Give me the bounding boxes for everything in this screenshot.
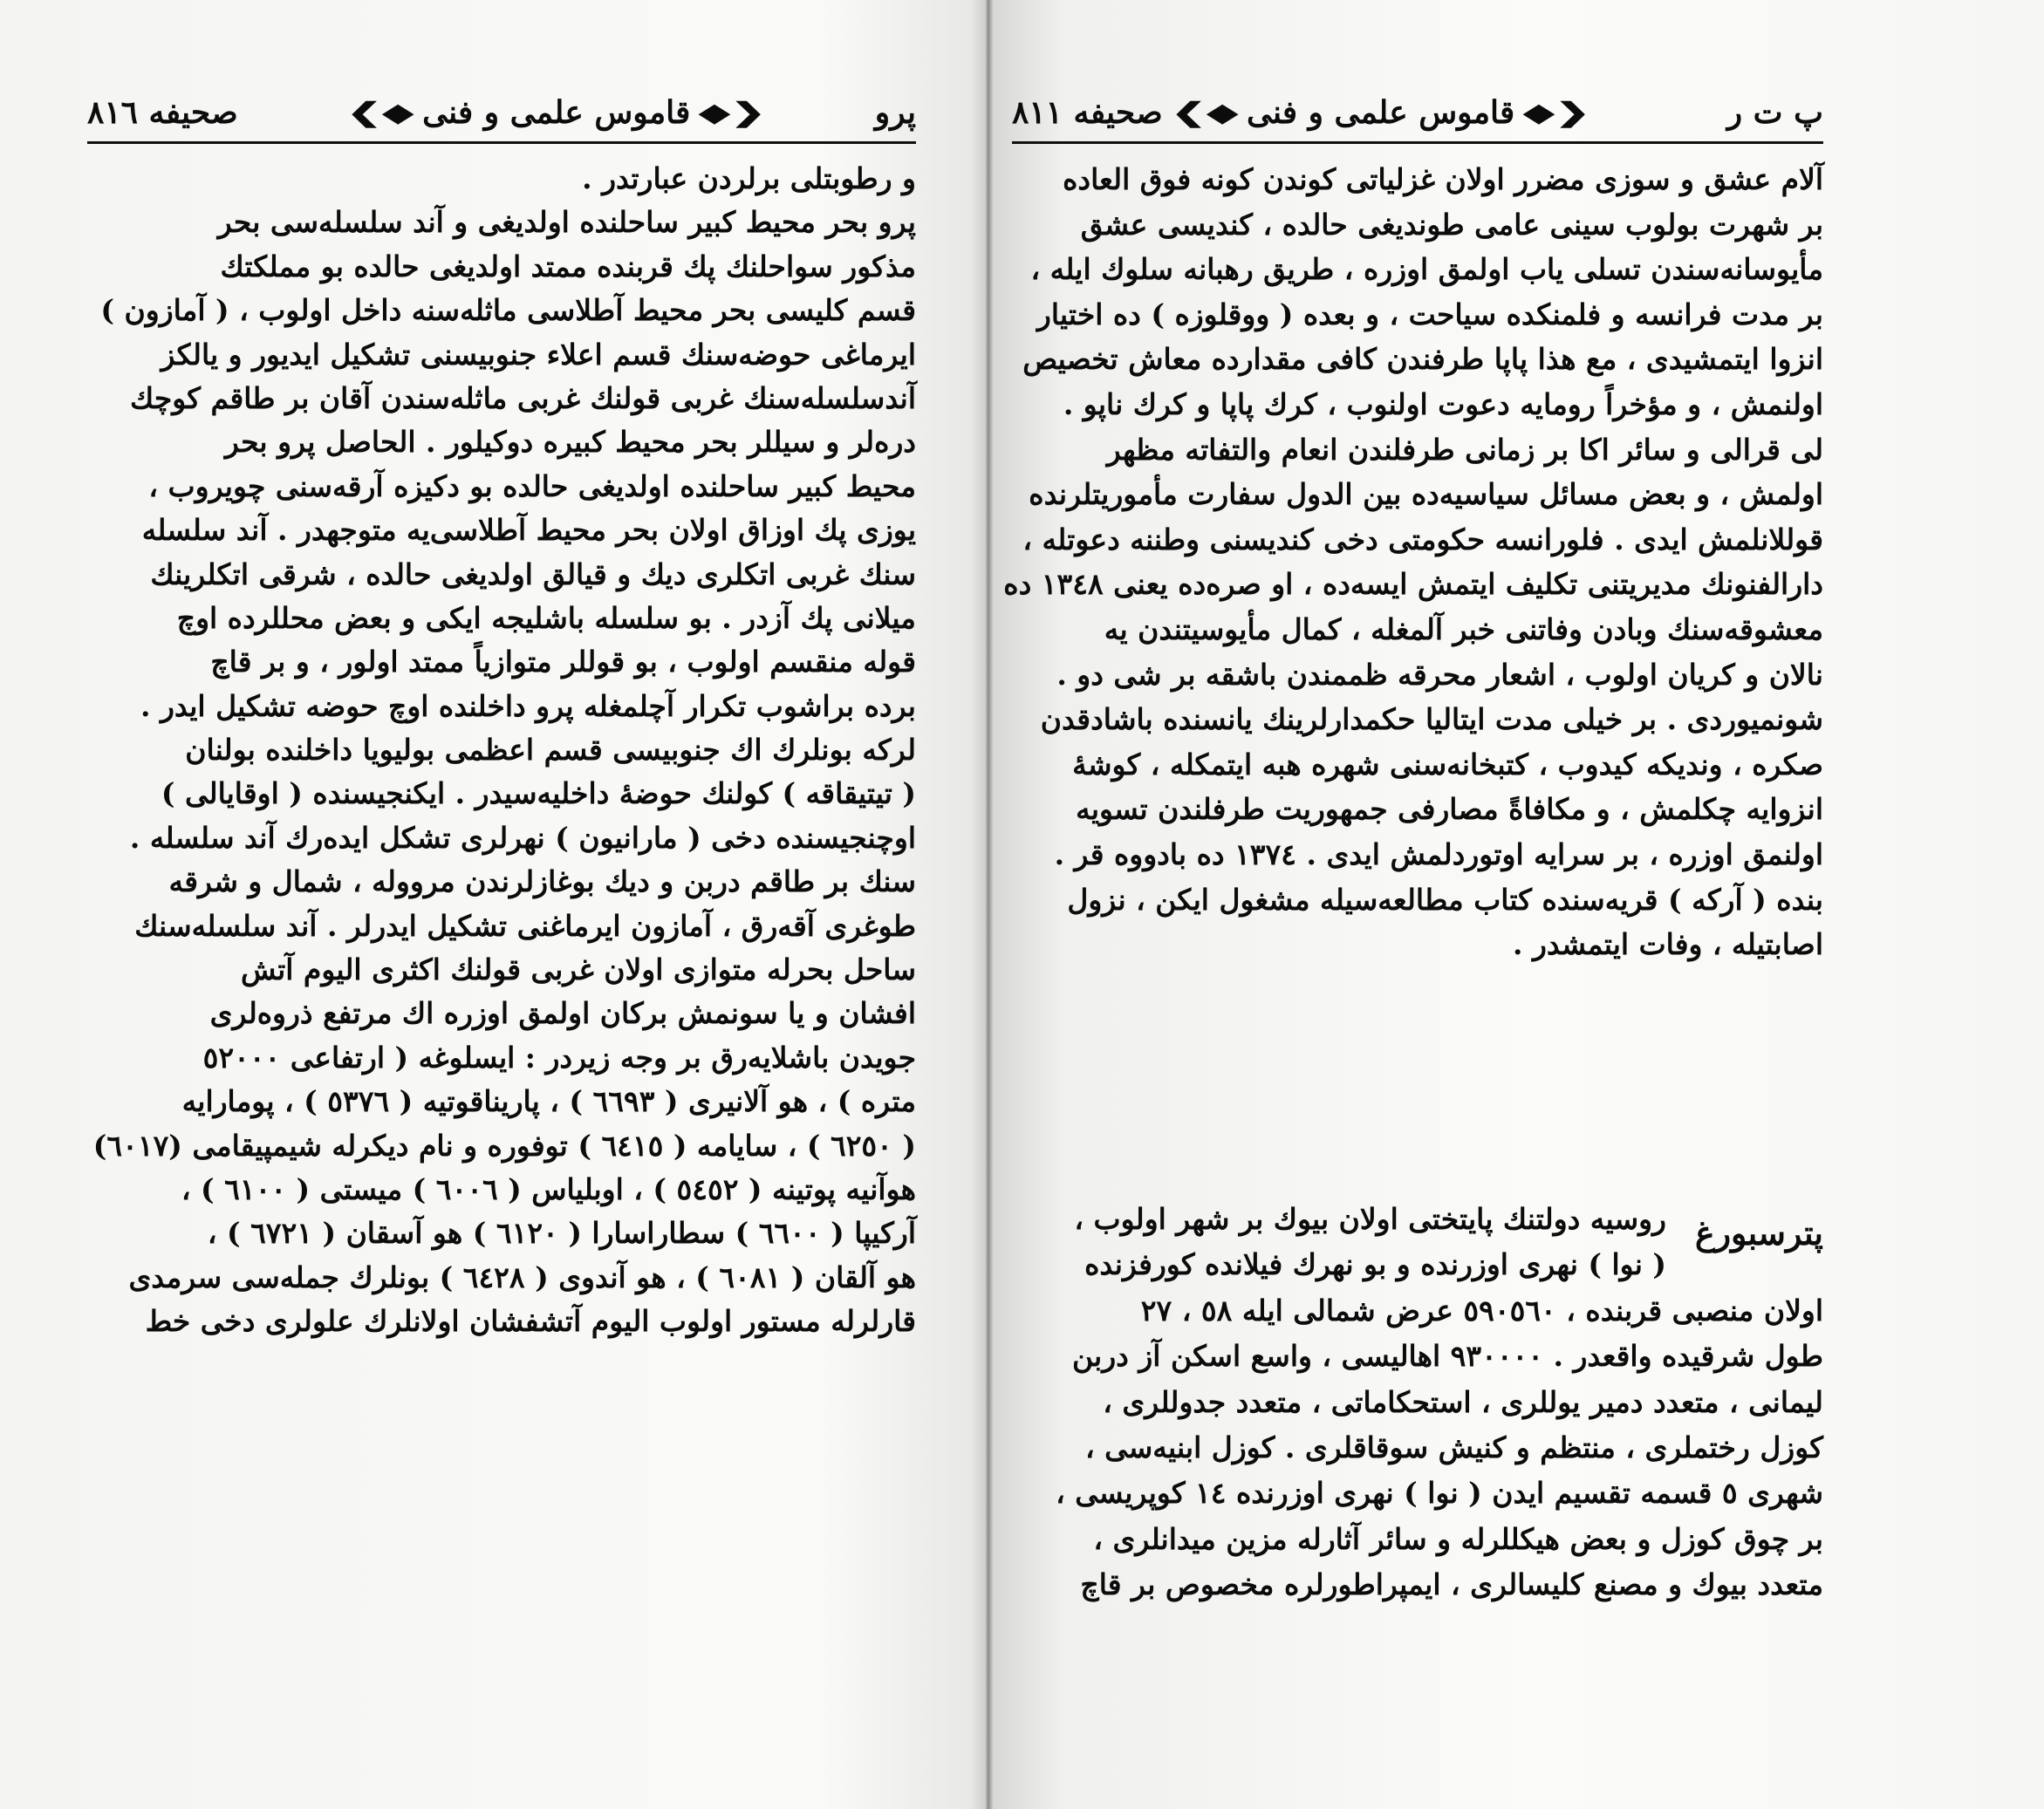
right-page-body: [1003, 157, 1823, 967]
entry-line: روسیه دولتنك پایتختی اولان بیوك بر شهر اولوب ،: [1074, 1202, 1666, 1236]
text-line: افشان و یا سونمش بركان اولمق اوزره اك مرتفع ذروەلری: [209, 996, 916, 1031]
text-line: هوآنیه پوتینه ( ٥٤٥٢ ) ، اوبلیاس ( ٦٠٠٦ ) میستی ( ٦١٠٠ ) ،: [181, 1171, 916, 1206]
text-line: بر شهرت بولوب سینی عامی طوندیغی حالده ، کندیسی عشق: [1080, 207, 1823, 242]
text-line: ایرماغی حوضه‌سنك قسم اعلاء جنوبیسنی تشکیل ایدیور و یالکز: [161, 337, 916, 372]
left-header-title-group: [346, 94, 767, 131]
entry-line: اولان منصبی قربنده ، ٥٩٠٥٦٠ عرض شمالی ایله ٥٨ ، ٢٧: [1140, 1293, 1823, 1328]
text-line: قوله منقسم اولوب ، بو قوللر متوازیاً ممتد اولور ، و بر قاچ: [210, 645, 916, 679]
text-line: یوزی پك اوزاق اولان بحر محیط آطلاسی‌یه متوجهدر . آند سلسله: [141, 513, 916, 548]
text-line: ( ٦٢٥٠ ) ، سایامه ( ٦٤١٥ ) توفوره و نام دیکرله شیمپیقامی (٦٠١٧): [92, 1128, 916, 1163]
left-header-page-label: صحیفه ٨١٦: [87, 94, 238, 131]
text-line: طوغری آقەرق ، آمازون ایرماغنی تشکیل ایدرلر . آند سلسله‌سنك: [134, 908, 916, 943]
entry-headword: پترسبورغ: [1695, 1213, 1823, 1253]
text-line: میلانی پك آزدر . بو سلسله باشلیجه ایکی و بعض محللرده اوچ: [176, 600, 916, 635]
text-line: آندسلسله‌سنك غربی قولنك غربی ماثله‌سندن آقان بر طاقم کوچك: [130, 380, 916, 415]
text-line: مذکور سواحلنك پك قربنده ممتد اولدیغی حالده بو مملکتك: [220, 249, 916, 283]
left-page-header: [87, 85, 916, 140]
text-line: بر مدت فرانسه و فلمنکده سیاحت ، و بعده ( ووقلوزه ) ده اختیار: [1036, 297, 1823, 331]
text-line: بنده ( آرکه ) قریه‌سنده کتاب مطالعه‌سیله مشغول ایکن ، نزول: [1067, 882, 1823, 917]
right-page-header: [1012, 85, 1823, 140]
left-page: [87, 0, 916, 1809]
left-header-title: قاموس علمی و فنی: [422, 94, 691, 131]
entry-line: لیمانی ، متعدد دمیر یوللری ، استحکاماتی ، متعدد جدوللری ،: [1103, 1384, 1823, 1419]
left-header-rule: [87, 141, 916, 144]
text-line: قارلرله مستور اولوب الیوم آتشفشان اولانلرك علولری دخی خط: [145, 1304, 916, 1339]
entry-line: شهری ٥ قسمه تقسیم ایدن ( نوا ) نهری اوزرنده ١٤ کوپریسی ،: [1056, 1476, 1823, 1511]
text-line: قوللانلمش ایدی . فلورانسه حکومتی دخی کندیسنی وطننه دعوتله ،: [1022, 522, 1823, 556]
text-line: لرکه بونلرك اك جنوبیسی قسم اعظمی بولیویا داخلنده بولنان: [185, 733, 916, 768]
text-line: لی قرالی و سائر اکا بر زمانی طرفلندن انعام والتفاته مظهر: [1106, 432, 1823, 467]
left-page-body: [87, 157, 916, 1344]
text-line: مأیوسانه‌سندن تسلی یاب اولمق اوزره ، طریق رهبانه سلوك ایله ،: [1030, 252, 1823, 287]
right-header-page-label: صحیفه ٨١١: [1012, 94, 1163, 131]
right-header-rule: [1012, 141, 1823, 144]
right-ornament-right-icon: ❮◆: [1522, 97, 1590, 128]
entry-line: ( نوا ) نهری اوزرنده و بو نهرك فیلانده کورفزنده: [1084, 1247, 1666, 1282]
text-line: و رطوبتلی برلردن عبارتدر .: [582, 161, 916, 195]
text-line: پرو بحر محیط کبیر ساحلنده اولدیغی و آند سلسله‌سی بحر: [217, 205, 916, 240]
text-line: شونمیوردی . بر خیلی مدت ایتالیا حکمدارلرینك یانسنده باشادقدن: [1040, 702, 1823, 737]
text-line: آرکیپا ( ٦٦٠٠ ) سطاراسارا ( ٦١٢٠ ) هو آسقان ( ٦٧٢١ ) ،: [207, 1216, 916, 1251]
entry-line: بر چوق کوزل و بعض هیکللرله و سائر آثارله مزین میدانلری ،: [1093, 1521, 1823, 1556]
left-header-keyword: پرو: [874, 94, 916, 131]
text-line: ( تیتیقاقه ) کولنك حوضهٔ داخلیه‌سیدر . ایکنجیسنده ( اوقایالی ): [161, 776, 916, 811]
text-line: هو آلقان ( ٦٠٨١ ) ، هو آندوی ( ٦٤٢٨ ) بونلرك جمله‌سی سرمدی: [128, 1259, 916, 1294]
text-line: اولنمق اوزره ، بر سرایه اوتوردلمش ایدی . ١٣٧٤ ده بادووه قر .: [1054, 836, 1823, 871]
text-line: دارالفنونك مدیریتنی تکلیف ایتمش ایسەده ، او صرەده یعنی ١٣٤٨ ده: [1003, 567, 1823, 602]
text-line: برده براشوب تکرار آچلمغله پرو داخلنده اوچ حوضه تشکیل ایدر .: [140, 688, 916, 723]
text-line: انزوا ایتمشیدی ، مع هذا پاپا طرفندن کافی مقدارده معاش تخصیص: [1022, 342, 1823, 377]
text-line: سنك بر طاقم دربن و دیك بوغازلرندن مروولە ، شمال و شرقه: [168, 864, 916, 899]
text-line: سنك غربی اتکلری دیك و قیالق اولدیغی حالده ، شرقی اتکلرینك: [150, 556, 916, 591]
entry-line: کوزل رختملری ، منتظم و کنیش سوقاقلری . کوزل ابنیه‌سی ،: [1085, 1430, 1823, 1464]
left-ornament-left-icon: ◆❯: [346, 97, 414, 128]
left-ornament-right-icon: ❮◆: [698, 97, 767, 128]
text-line: نالان و کریان اولوب ، اشعار محرقه ظممندن باشقه بر شی دو .: [1056, 657, 1823, 692]
text-line: متره ) ، هو آلانیری ( ٦٦٩٣ ) ، پاریناقوتیه ( ٥٣٧٦ ) ، پومارایه: [181, 1084, 916, 1119]
entry-body: [1012, 1197, 1823, 1608]
text-line: صکره ، وندیکه کیدوب ، کتبخانه‌سنی شهره هبه ایتمکله ، کوشهٔ: [1072, 747, 1823, 782]
right-ornament-left-icon: ◆❯: [1171, 97, 1239, 128]
right-page: [1003, 0, 1823, 1809]
text-line: درەلر و سیللر بحر محیط کبیره دوکیلور . الحاصل پرو بحر: [224, 425, 916, 460]
text-line: جویدن باشلایەرق بر وجه زیردر : ایسلوغه ( ارتفاعی ٥٢٠٠٠: [202, 1040, 916, 1075]
entry-line: متعدد بیوك و مصنع کلیسالری ، ایمپراطورلره مخصوص بر قاچ: [1080, 1567, 1823, 1602]
text-line: اصابتیله ، وفات ایتمشدر .: [1513, 927, 1823, 962]
text-line: قسم کلیسی بحر محیط آطلاسی ماثله‌سنه داخل اولوب ، ( آمازون ): [100, 293, 916, 328]
text-line: محیط کبیر ساحلنده اولدیغی حالده بو دکیزه آرقه‌سنی چویروب ،: [148, 468, 916, 503]
entry-line: طول شرقیده واقعدر . ٩٣٠٠٠٠ اهالیسی ، واسع اسکن آز دربن: [1071, 1339, 1823, 1374]
text-line: اولنمش ، و مؤخراً رومایه دعوت اولنوب ، کرك پاپا و کرك ناپو .: [1063, 386, 1823, 421]
text-line: انزوایه چکلمش ، و مکافاةً مصارفی جمهوریت طرفلندن تسویه: [1076, 792, 1823, 827]
text-line: ساحل بحرله متوازی اولان غربی قولنك اکثری الیوم آتش: [241, 952, 916, 987]
text-line: اولمش ، و بعض مسائل سیاسیه‌ده بین الدول سفارت مأموریتلرنده: [1029, 477, 1823, 512]
right-header-keyword: پ ت ر: [1726, 94, 1823, 131]
text-line: معشوقه‌سنك وبادن وفاتنی خبر آلمغله ، کمال مأیوسیتندن یه: [1104, 611, 1823, 646]
right-header-title-group: [1012, 94, 1590, 131]
text-line: آلام عشق و سوزی مضرر اولان غزلیاتی کوندن کونه فوق العاده: [1063, 162, 1823, 196]
right-header-title: قاموس علمی و فنی: [1246, 94, 1515, 131]
text-line: اوچنجیسنده دخی ( مارانیون ) نهرلری تشکل ایدەرك آند سلسله .: [129, 820, 916, 855]
